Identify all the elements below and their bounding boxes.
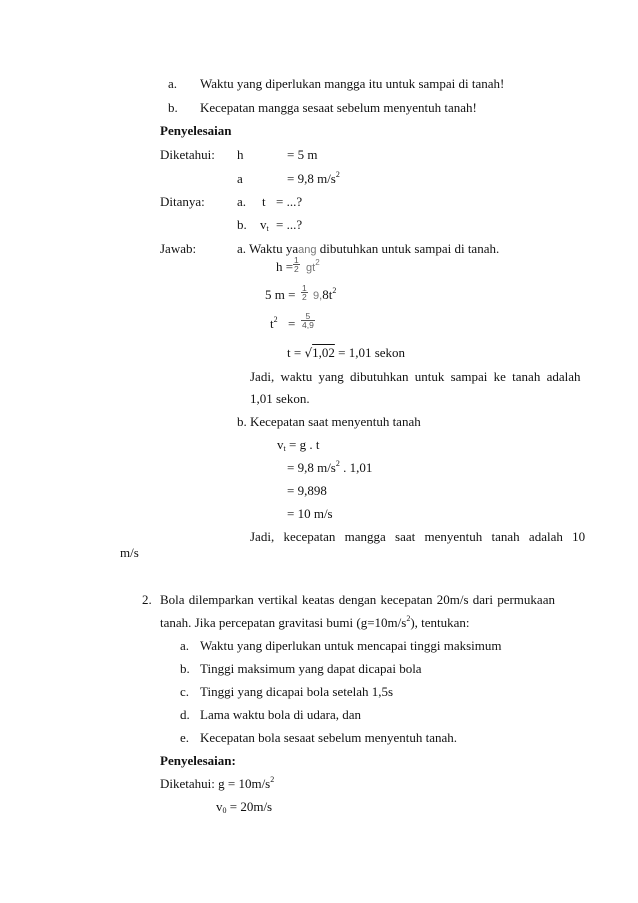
eq3-lhs: $t^2$ bbox=[270, 315, 278, 331]
asked-a-letter: a. bbox=[237, 194, 247, 209]
eq1-tail: $gt^2$ bbox=[306, 258, 320, 274]
item-b-text: Kecepatan mangga sesaat sebelum menyentuh tanah! bbox=[200, 100, 477, 115]
answer-a-heading: a. Waktu yaang dibutuhkan untuk sampai di tanah. bbox=[237, 241, 500, 256]
problem-2-item-c-text: Tinggi yang dicapai bola setelah 1,5s bbox=[200, 684, 394, 699]
problem-2-item-c-letter: c. bbox=[180, 684, 190, 699]
eq2-lhs: 5 m = bbox=[265, 287, 296, 302]
problem-2-line1: Bola dilemparkan vertikal keatas dengan kecepatan 20m/s dari permukaan bbox=[160, 592, 555, 607]
known-h-val: = 5 m bbox=[287, 147, 318, 162]
asked-b-var: $v_t$ bbox=[260, 217, 269, 233]
problem-2-item-e-letter: e. bbox=[180, 730, 190, 745]
eqb2: = 9,8 $m/s^2$ . 1,01 bbox=[287, 459, 373, 475]
known-a-var: a bbox=[237, 171, 243, 186]
item-b-letter: b. bbox=[168, 100, 178, 115]
item-a-letter: a. bbox=[168, 76, 178, 91]
problem-2-item-a-letter: a. bbox=[180, 638, 190, 653]
known-label: Diketahui: bbox=[160, 147, 215, 162]
eqb3: = 9,898 bbox=[287, 483, 327, 498]
eq1-lhs: h = bbox=[276, 259, 294, 274]
asked-b-val: = ...? bbox=[276, 217, 303, 232]
conclusion-b-line2: m/s bbox=[120, 545, 139, 560]
problem-2-item-a-text: Waktu yang diperlukan untuk mencapai tinggi maksimum bbox=[200, 638, 502, 653]
problem-2-known-line1: Diketahui: $g = 10m/s^2$ bbox=[160, 775, 275, 791]
problem-2-item-b-text: Tinggi maksimum yang dapat dicapai bola bbox=[200, 661, 422, 676]
eqb4: = 10 m/s bbox=[287, 506, 333, 521]
problem-2-known-v0: $v_0 = 20m/s$ bbox=[216, 799, 273, 815]
item-a-text: Waktu yang diperlukan mangga itu untuk sampai di tanah! bbox=[200, 76, 505, 91]
eq3-eq: = bbox=[288, 316, 296, 331]
eq4: t = √1,02 = 1,01 sekon bbox=[287, 345, 406, 360]
problem-2-item-d-text: Lama waktu bola di udara, dan bbox=[200, 707, 361, 722]
problem-2-item-b-letter: b. bbox=[180, 661, 190, 676]
conclusion-a-line1: Jadi, waktu yang dibutuhkan untuk sampai ke tanah adalah bbox=[250, 369, 581, 384]
conclusion-b-line1: Jadi, kecepatan mangga saat menyentuh tanah adalah 10 bbox=[250, 529, 586, 544]
problem-2-item-e-text: Kecepatan bola sesaat sebelum menyentuh tanah. bbox=[200, 730, 458, 745]
sqrt-icon: √ bbox=[304, 346, 313, 360]
asked-a-var: t bbox=[262, 194, 266, 209]
eqb1: $v_t = g$ . t bbox=[277, 437, 320, 453]
asked-b-letter: b. bbox=[237, 217, 247, 232]
asked-a-val: = ...? bbox=[276, 194, 303, 209]
problem-2-solution-heading: Penyelesaian: bbox=[160, 753, 236, 768]
known-a-val: = 9,8 $m/s^2$ bbox=[287, 170, 340, 186]
eq1-fraction: $\frac{1}{2}$ bbox=[294, 254, 299, 274]
answer-b-heading: b. Kecepatan saat menyentuh tanah bbox=[237, 414, 421, 429]
known-h-var: h bbox=[237, 147, 244, 162]
asked-label: Ditanya: bbox=[160, 194, 205, 209]
eq2-fraction: $\frac{1}{2}$ bbox=[302, 282, 307, 302]
problem-2-item-d-letter: d. bbox=[180, 707, 190, 722]
eq2-tail: $9,8t^2$ bbox=[313, 286, 337, 302]
eq3-fraction: $\frac{5}{4,9}$ bbox=[302, 310, 314, 330]
conclusion-a-line2: 1,01 sekon. bbox=[250, 391, 310, 406]
problem-2-number: 2. bbox=[142, 592, 152, 607]
answer-label: Jawab: bbox=[160, 241, 197, 256]
problem-2-line2: tanah. Jika percepatan gravitasi bumi $(g=10m/s^2)$, tentukan: bbox=[160, 614, 470, 630]
solution-heading: Penyelesaian bbox=[160, 123, 232, 138]
